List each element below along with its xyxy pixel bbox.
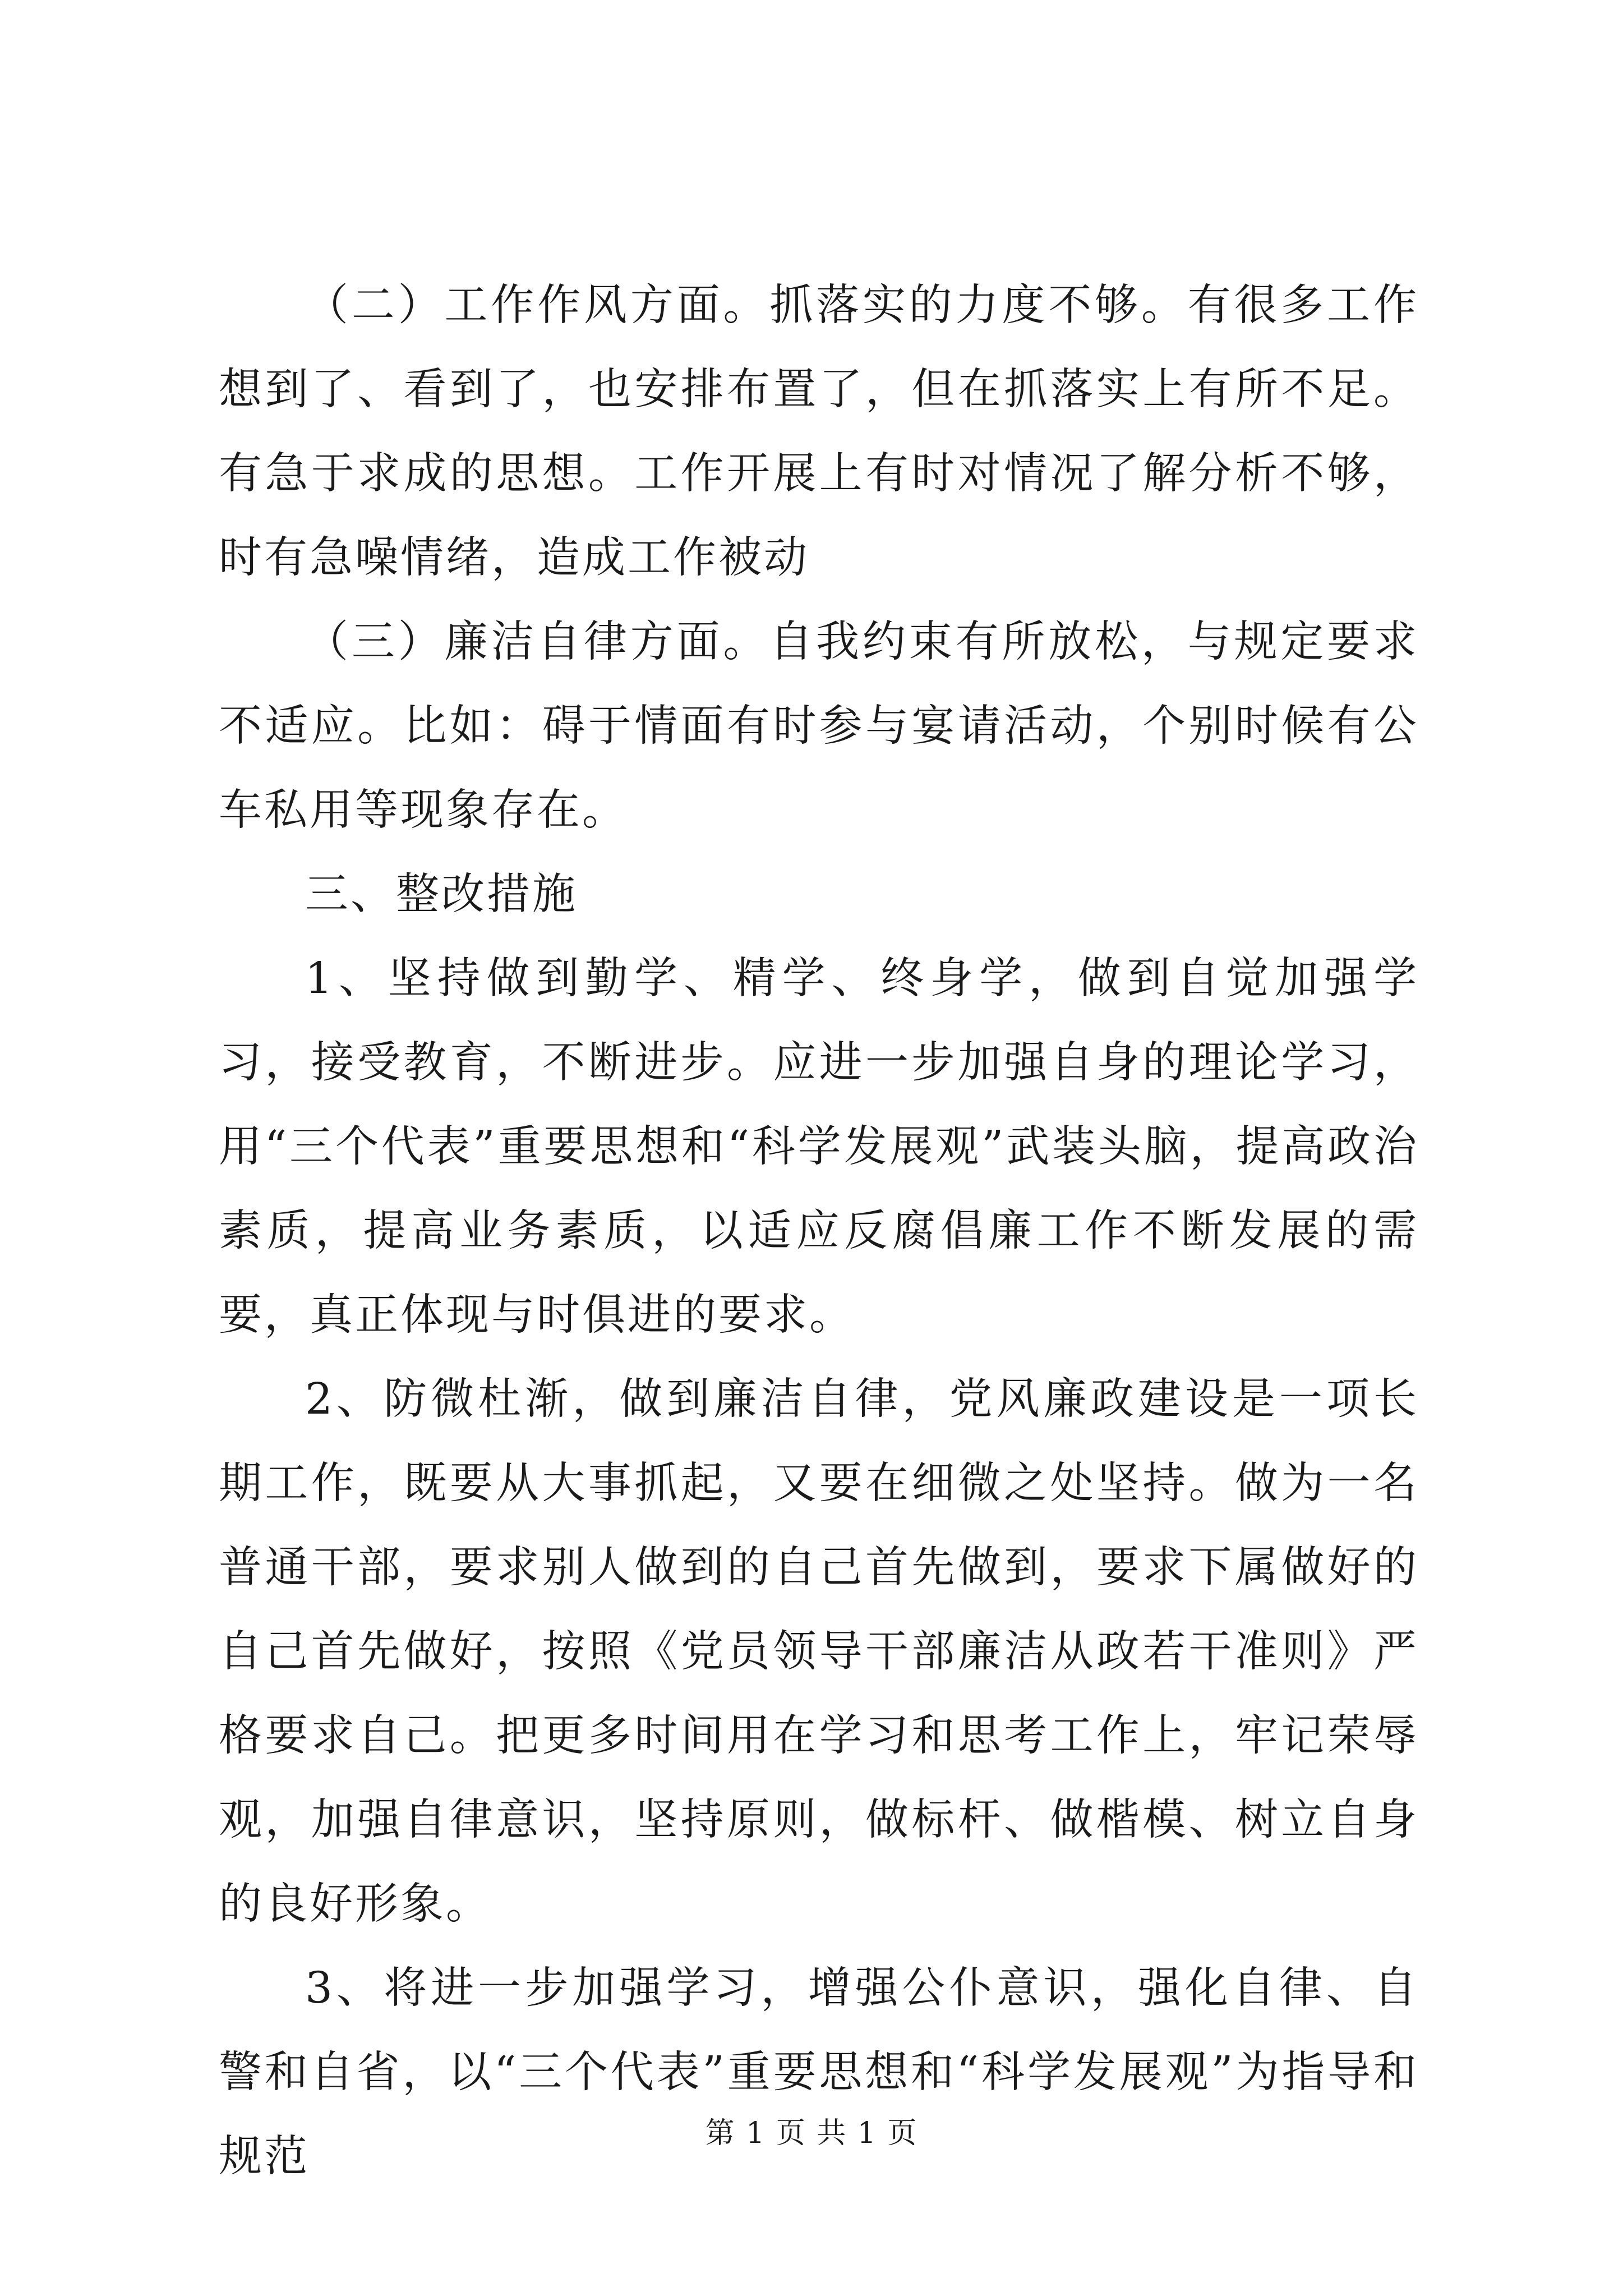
paragraph-measure-2: 2、防微杜渐，做到廉洁自律，党风廉政建设是一项长期工作，既要从大事抓起，又要在细微之处坚持。做为一名普通干部，要求别人做到的自己首先做到，要求下属做好的自己首先做好，按照《党员领导干部廉洁从政若干准则》严格要求自己。把更多时间用在学习和思考工作上，牢记荣辱观，加强自律意识，坚持原则，做标杆、做楷模、树立自身的良好形象。	[219, 1374, 1419, 1929]
page-number-label: 第 1 页 共 1 页	[705, 2116, 918, 2150]
paragraph-work-style: （二）工作作风方面。抓落实的力度不够。有很多工作想到了、看到了，也安排布置了，但在抓落实上有所不足。有急于求成的思想。工作开展上有时对情况了解分析不够，时有急噪情绪，造成工作被动	[219, 280, 1419, 583]
page-footer	[0, 2114, 1623, 2153]
document-body	[219, 264, 1419, 2199]
paragraph-measure-1: 1、坚持做到勤学、精学、终身学，做到自觉加强学习，接受教育，不断进步。应进一步加强自身的理论学习，用“三个代表”重要思想和“科学发展观”武装头脑，提高政治素质，提高业务素质，以适应反腐倡廉工作不断发展的需要，真正体现与时俱进的要求。	[219, 954, 1419, 1340]
paragraph-self-discipline: （三）廉洁自律方面。自我约束有所放松，与规定要求不适应。比如：碍于情面有时参与宴请活动，个别时候有公车私用等现象存在。	[219, 617, 1419, 835]
paragraph-measure-3: 3、将进一步加强学习，增强公仆意识，强化自律、自警和自省，以“三个代表”重要思想和“科学发展观”为指导和规范	[219, 1963, 1419, 2182]
section-heading-rectification: 三、整改措施	[305, 869, 578, 919]
